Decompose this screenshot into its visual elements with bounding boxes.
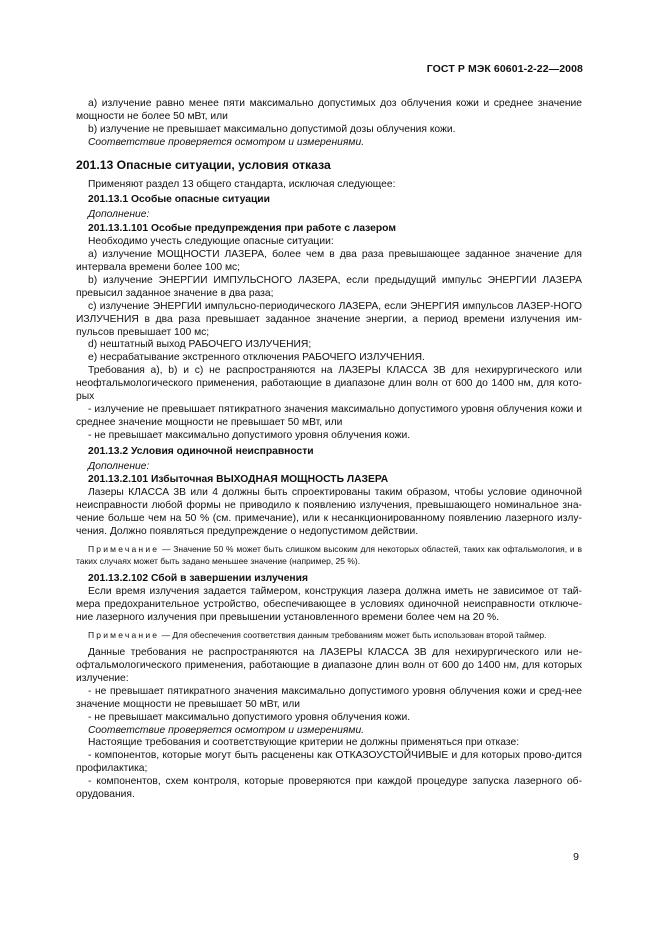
note (76, 630, 582, 642)
clause-heading: 201.13.2.102 Сбой в завершении излучения (88, 573, 308, 584)
list-item: - компонентов, схем контроля, которые проверяются при каждой процедуре запуска лазерного об-орудования. (76, 776, 582, 801)
page-body (76, 98, 582, 802)
subsection-heading: 201.13.2 Условия одиночной неисправности (88, 445, 314, 457)
list-item: - не превышает максимально допустимого уровня облучения кожи. (88, 429, 411, 441)
list-item: е) несрабатывание экстренного отключения РАБОЧЕГО ИЗЛУЧЕНИЯ. (88, 352, 425, 364)
list-item: - не превышает пятикратного значения максимально допустимого уровня облучения кожи и сред-нее значение мощности не превышает 50 мВт, или (76, 685, 582, 710)
list-item: - не превышает максимально допустимого уровня облучения кожи. (88, 711, 411, 723)
list-item: с) излучение ЭНЕРГИИ импульсно-периодического ЛАЗЕРА, если ЭНЕРГИЯ импульсов ЛАЗЕР-НОГО ИЗЛУЧЕНИЯ в два раза превышает заданное значение энергии, а период времени излучения им-пульсов превышает 100 мс; (76, 300, 582, 338)
note-text: — Значение 50 % может быть слишком высоким для некоторых областей, таких как офтальмология, и в таких случаях может быть задано меньшее значение (например, 25 %). (76, 544, 582, 566)
list-item: b) излучение ЭНЕРГИИ ИМПУЛЬСНОГО ЛАЗЕРА, если предыдущий импульс ЭНЕРГИИ ЛАЗЕРА превысил заданное значение в два раза; (76, 274, 582, 299)
list-item: - компонентов, которые могут быть расценены как ОТКАЗОУСТОЙЧИВЫЕ и для которых прово-дится профилактика; (76, 750, 582, 775)
section-heading: 201.13 Опасные ситуации, условия отказа (76, 157, 331, 172)
page-number: 9 (573, 851, 579, 863)
note-label: Примечание (88, 544, 160, 554)
paragraph: Требования а), b) и с) не распространяются на ЛАЗЕРЫ КЛАССА 3В для нехирургического или неофтальмологического применения, работающие в диапазоне длин волн от 600 до 1400 нм, для кото-рых (76, 365, 582, 403)
list-item: d) нештатный выход РАБОЧЕГО ИЗЛУЧЕНИЯ; (88, 339, 312, 351)
standard-header: ГОСТ Р МЭК 60601-2-22—2008 (426, 63, 583, 75)
compliance-note: Соответствие проверяется осмотром и измерениями. (88, 724, 365, 736)
note (76, 544, 582, 567)
paragraph: Лазеры КЛАССА 3В или 4 должны быть спроектированы таким образом, чтобы условие одиночной неисправности любой формы не приводило к появлению излучения, превышающего номинальное зна-чение больше чем на 50 % (см. примечание), или к несанкционированному появлению лазерного излу-чения. Должно появляться предупреждение о недопустимом действии. (76, 487, 582, 538)
clause-heading: 201.13.2.101 Избыточная ВЫХОДНАЯ МОЩНОСТЬ ЛАЗЕРА (88, 474, 389, 486)
compliance-note: Соответствие проверяется осмотром и измерениями. (88, 136, 365, 148)
paragraph: Применяют раздел 13 общего стандарта, исключая следующее: (88, 178, 396, 190)
paragraph: Настоящие требования и соответствующие критерии не должны применяться при отказе: (88, 737, 520, 749)
list-item: а) излучение МОЩНОСТИ ЛАЗЕРА, более чем в два раза превышающее заданное значение для интервала времени более 100 мс; (76, 249, 582, 273)
note-label: Примечание (88, 629, 160, 640)
clause-heading: 201.13.1.101 Особые предупреждения при работе с лазером (88, 223, 396, 235)
note-text: — Для обеспечения соответствия данным требованиям может быть использован второй таймер. (159, 629, 547, 640)
paragraph: b) излучение не превышает максимально допустимой дозы облучения кожи. (88, 123, 456, 135)
paragraph: а) излучение равно менее пяти максимально допустимых доз облучения кожи и среднее значение мощности не более 50 мВт, или (76, 98, 582, 122)
paragraph: Если время излучения задается таймером, конструкция лазера должна иметь не зависимое от тай-мера предохранительное устройство, обеспечивающее в условиях одиночной неисправности отключе-ние лазерного излучения при превышении установленного времени более чем на 20 %. (76, 585, 582, 623)
paragraph: Необходимо учесть следующие опасные ситуации: (88, 236, 334, 248)
addition-label: Дополнение: (88, 209, 150, 221)
addition-label: Дополнение: (88, 460, 150, 472)
paragraph: Данные требования не распространяются на ЛАЗЕРЫ КЛАССА 3В для нехирургического или не-офтальмологического применения, работающие в диапазоне длин волн от 600 до 1400 нм, для которых излучение: (76, 647, 582, 684)
list-item: - излучение не превышает пятикратного значения максимально допустимого уровня облучения кожи и среднее значение мощности не превышает 50 мВт, или (76, 403, 582, 428)
subsection-heading: 201.13.1 Особые опасные ситуации (88, 194, 270, 206)
